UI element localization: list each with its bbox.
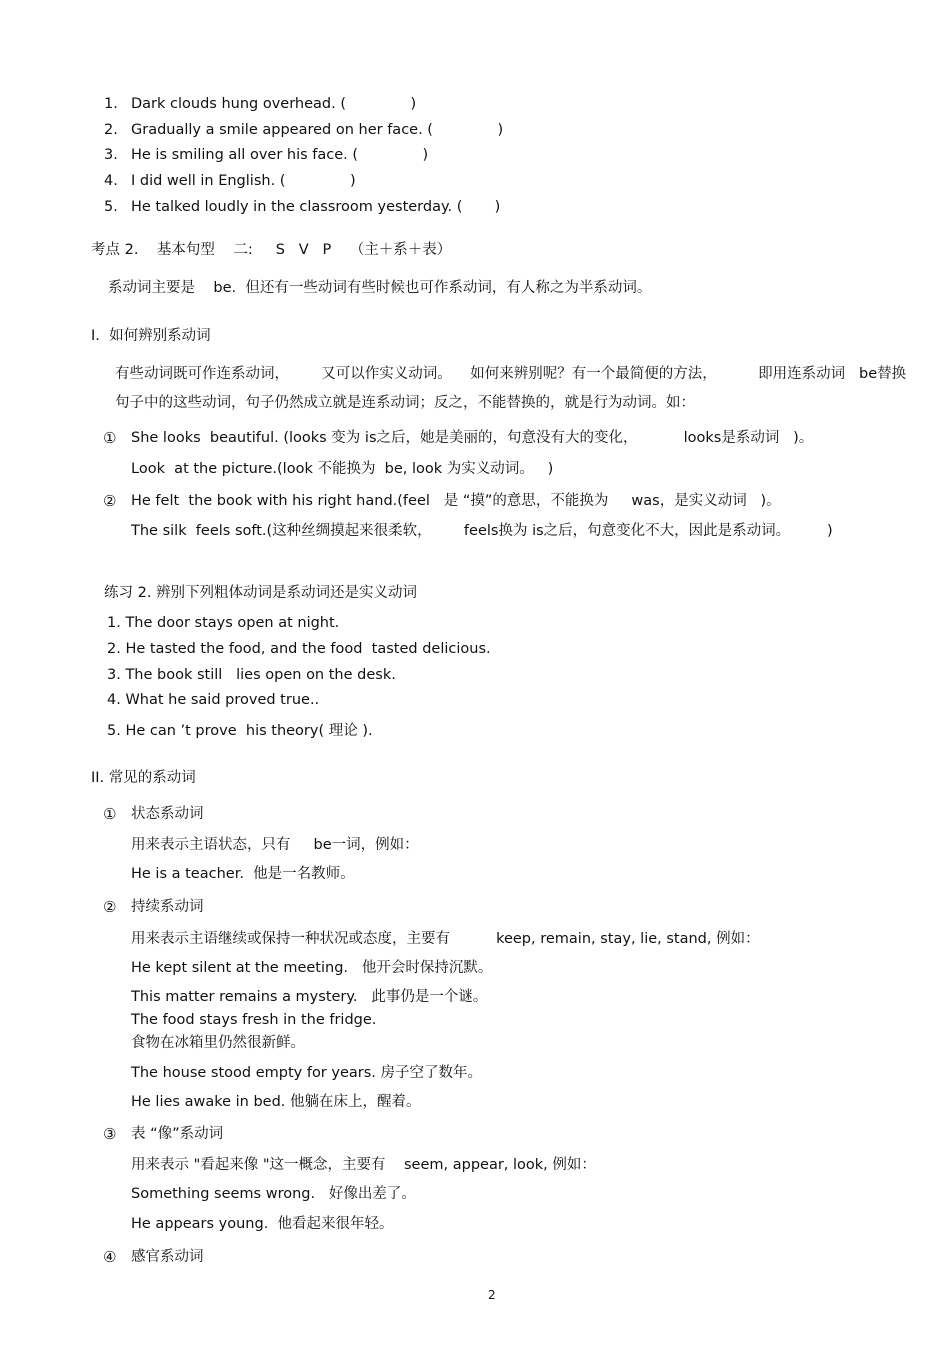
list-number: 1. (104, 96, 118, 112)
list-item: He is smiling all over his face. ( ) (131, 147, 429, 163)
example-line: He felt the book with his right hand.(feel 是 “摸”的意思，不能换为 was，是实义动词 )。 (131, 493, 781, 509)
item-marker: ④ (103, 1248, 117, 1266)
group-title: 状态系动词 (131, 806, 204, 822)
group-line: 食物在冰箱里仍然很新鲜。 (131, 1035, 305, 1051)
section-heading-common: II. 常见的系动词 (91, 770, 196, 786)
group-line: 用来表示主语继续或保持一种状况或态度，主要有 keep, remain, stay, lie, stand, 例如： (131, 931, 760, 947)
list-number: 4. (104, 173, 118, 189)
practice-heading: 练习 2. 辨别下列粗体动词是系动词还是实义动词 (104, 585, 418, 601)
group-title: 持续系动词 (131, 899, 204, 915)
list-number: 5. (104, 199, 118, 215)
group-title: 感官系动词 (131, 1249, 204, 1265)
list-number: 3. (104, 147, 118, 163)
group-line: Something seems wrong. 好像出差了。 (131, 1186, 416, 1202)
group-line: This matter remains a mystery. 此事仍是一个谜。 (131, 989, 488, 1005)
example-line: The silk feels soft.(这种丝绸摸起来很柔软， feels换为 is之后，句意变化不大，因此是系动词。 ) (131, 523, 833, 539)
group-line: He lies awake in bed. 他躺在床上，醒着。 (131, 1094, 421, 1110)
list-item: Gradually a smile appeared on her face. ( ) (131, 122, 504, 138)
practice-item: 3. The book still lies open on the desk. (107, 667, 396, 683)
list-item: Dark clouds hung overhead. ( ) (131, 96, 417, 112)
group-line: 用来表示 "看起来像 "这一概念，主要有 seem, appear, look, 例如： (131, 1157, 596, 1173)
section-heading-point2: 考点 2. 基本句型 二: S V P （主＋系＋表） (91, 242, 452, 258)
section-heading-identify: I. 如何辨别系动词 (91, 328, 211, 344)
item-marker: ① (103, 429, 117, 447)
item-marker: ① (103, 805, 117, 823)
group-line: He appears young. 他看起来很年轻。 (131, 1216, 394, 1232)
group-line: The house stood empty for years. 房子空了数年。 (131, 1065, 483, 1081)
paragraph-line: 有些动词既可作连系动词， 又可以作实义动词。 如何来辨别呢？有一个最简便的方法， 即用连系动词 be替换 (115, 366, 907, 382)
group-line: The food stays fresh in the fridge. (131, 1012, 377, 1028)
example-line: She looks beautiful. (looks 变为 is之后，她是美丽的，句意没有大的变化， looks是系动词 )。 (131, 430, 814, 446)
practice-item: 1. The door stays open at night. (107, 615, 340, 631)
list-item: He talked loudly in the classroom yesterday. ( ) (131, 199, 501, 215)
list-number: 2. (104, 122, 118, 138)
item-marker: ③ (103, 1125, 117, 1143)
group-title: 表 “像”系动词 (131, 1126, 224, 1142)
page-number: 2 (488, 1288, 496, 1302)
group-line: 用来表示主语状态，只有 be一词，例如： (131, 837, 419, 853)
list-item: I did well in English. ( ) (131, 173, 356, 189)
item-marker: ② (103, 492, 117, 510)
linking-verb-intro: 系动词主要是 be. 但还有一些动词有些时候也可作系动词，有人称之为半系动词。 (108, 280, 652, 296)
practice-item: 4. What he said proved true.. (107, 692, 320, 708)
group-line: He is a teacher. 他是一名教师。 (131, 866, 355, 882)
practice-item: 2. He tasted the food, and the food tasted delicious. (107, 641, 491, 657)
group-line: He kept silent at the meeting. 他开会时保持沉默。 (131, 960, 493, 976)
example-line: Look at the picture.(look 不能换为 be, look 为实义动词。 ) (131, 461, 554, 477)
practice-item: 5. He can ’t prove his theory( 理论 ). (107, 723, 373, 739)
item-marker: ② (103, 898, 117, 916)
paragraph-line: 句子中的这些动词，句子仍然成立就是连系动词；反之，不能替换的，就是行为动词。如： (115, 395, 695, 411)
